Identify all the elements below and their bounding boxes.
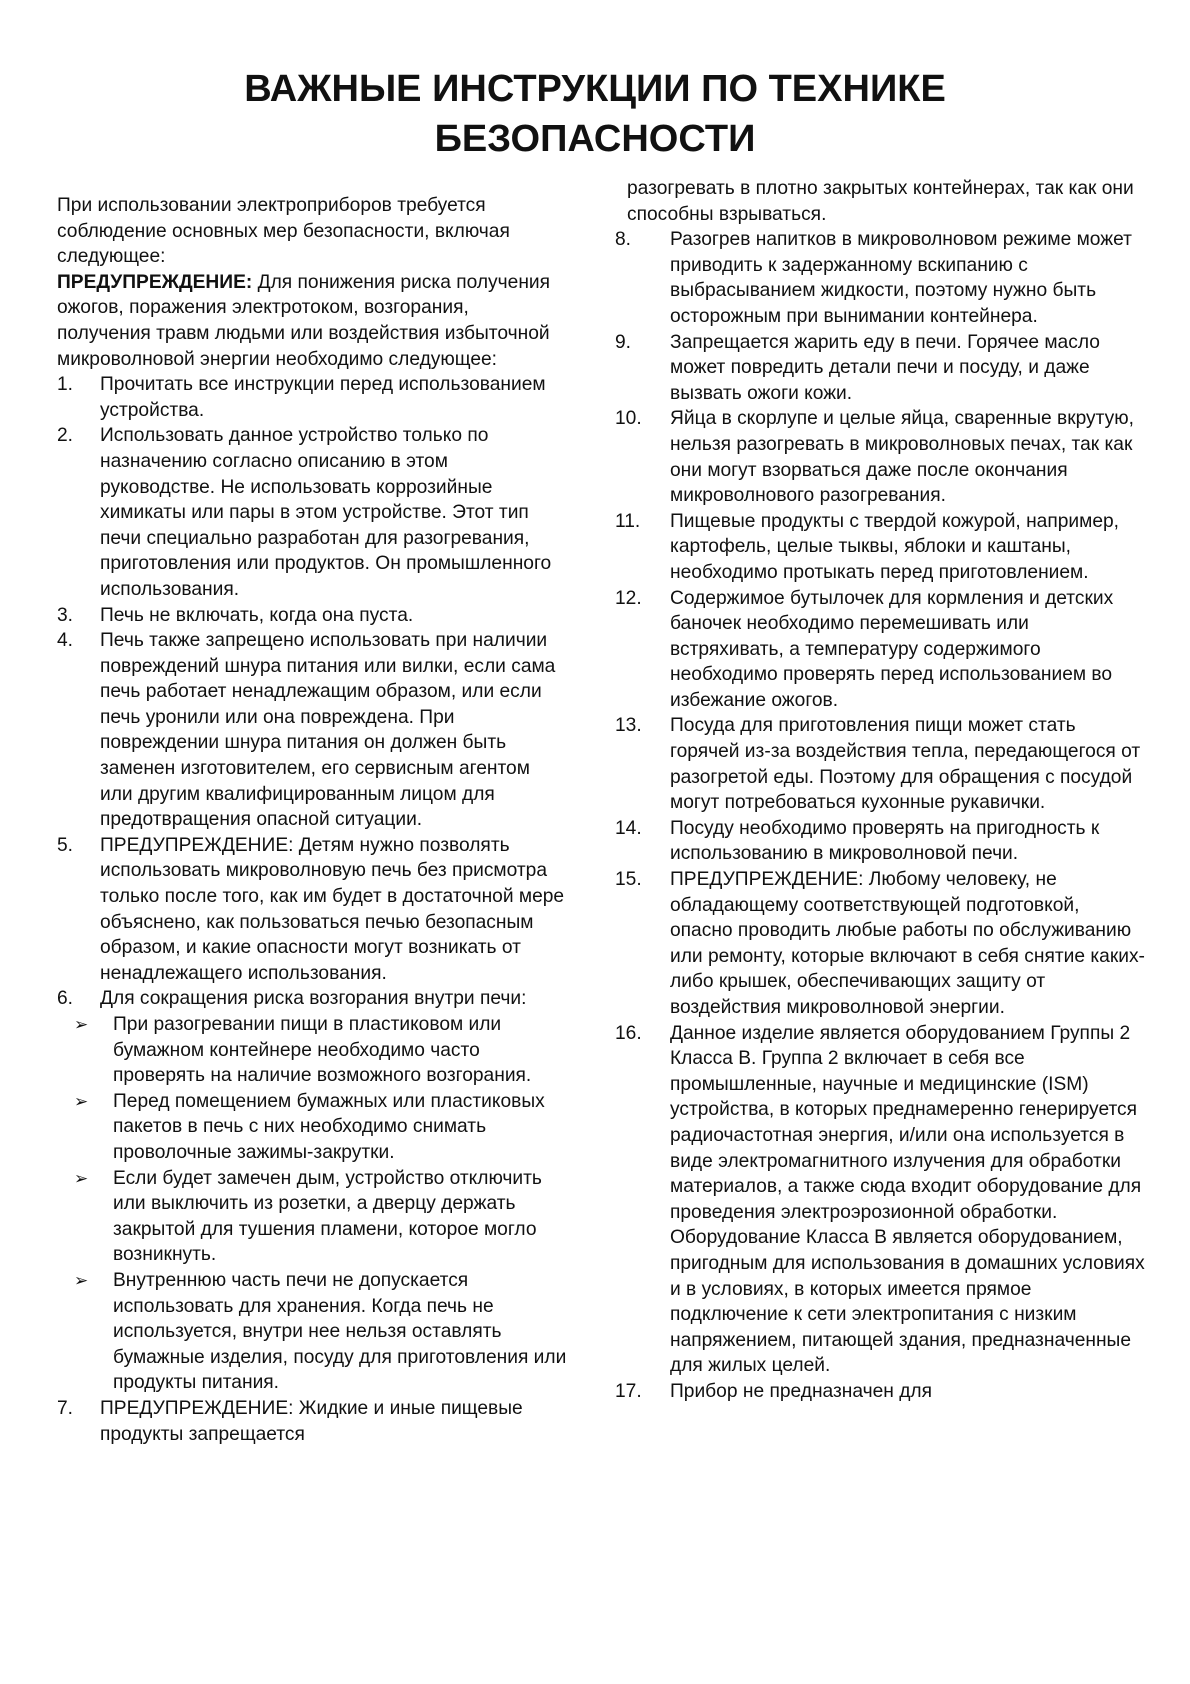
list-item xyxy=(57,1396,567,1447)
page-title xyxy=(0,64,1190,164)
item-text: Запрещается жарить еду в печи. Горячее масло может повредить детали печи и посуду, и даже вызвать ожоги кожи. xyxy=(670,331,1100,404)
list-item xyxy=(57,372,567,423)
warning-paragraph xyxy=(57,270,567,372)
item-number: 14. xyxy=(615,817,642,839)
list-item xyxy=(615,713,1147,815)
item-number: 7. xyxy=(57,1397,74,1419)
item-text: Пищевые продукты с твердой кожурой, например, картофель, целые тыквы, яблоки и каштаны, необходимо протыкать перед приготовлением. xyxy=(670,510,1119,583)
item-text: ПРЕДУПРЕЖДЕНИЕ: Любому человеку, не обладающему соответствующей подготовкой, опасно проводить любые работы по обслуживанию или ремонту, которые включают в себя снятие каких-либо крышек, обеспечивающих защиту от воздействия микроволновой энергии. xyxy=(670,869,1145,1018)
list-item xyxy=(615,406,1147,508)
item-number: 2. xyxy=(57,425,74,447)
list-item xyxy=(615,1379,1147,1405)
item-number: 13. xyxy=(615,715,642,737)
list-item xyxy=(615,867,1147,1021)
sub-item-text: Перед помещением бумажных или пластиковых пакетов в печь с них необходимо снимать проволочные зажимы-закрутки. xyxy=(113,1090,545,1163)
item-text: ПРЕДУПРЕЖДЕНИЕ: Жидкие и иные пищевые продукты запрещается xyxy=(100,1397,523,1445)
arrow-bullet-icon: ➢ xyxy=(74,1270,89,1290)
right-column xyxy=(615,176,1147,1405)
sub-item-text: Внутреннюю часть печи не допускается использовать для хранения. Когда печь не используется, внутри нее нельзя оставлять бумажные изделия, посуду для приготовления или продукты питания. xyxy=(113,1269,567,1394)
item-text: Печь не включать, когда она пуста. xyxy=(100,604,414,626)
arrow-bullet-icon: ➢ xyxy=(74,1091,89,1111)
list-item xyxy=(615,227,1147,329)
item-text: Печь также запрещено использовать при наличии повреждений шнура питания или вилки, если сама печь работает ненадлежащим образом, или если печь уронили или она повреждена. При повреждении шнура питания он должен быть заменен изготовителем, его сервисным агентом или другим квалифицированным лицом для предотвращения опасной ситуации. xyxy=(100,630,556,831)
item-number: 3. xyxy=(57,604,74,626)
warning-text: Для понижения риска получения ожогов, поражения электротоком, возгорания, получения травм людьми или воздействия избыточной микроволновой энергии необходимо следующее: xyxy=(57,271,551,370)
item-text: ПРЕДУПРЕЖДЕНИЕ: Детям нужно позволять использовать микроволновую печь без присмотра только после того, как им будет в достаточной мере объяснено, как пользоваться печью безопасным образом, и какие опасности могут возникать от ненадлежащего использования. xyxy=(100,834,565,984)
item-text: Яйца в скорлупе и целые яйца, сваренные вкрутую, нельзя разогревать в микроволновых печах, так как они могут взорваться даже после окончания микроволнового разогревания. xyxy=(670,408,1134,507)
item-number: 10. xyxy=(615,408,642,430)
list-item xyxy=(57,603,567,629)
item-number: 9. xyxy=(615,331,632,353)
list-item xyxy=(615,1021,1147,1379)
item-number: 17. xyxy=(615,1380,642,1402)
item-text: Содержимое бутылочек для кормления и детских баночек необходимо перемешивать или встряхивать, а температуру содержимого необходимо проверять перед использованием во избежание ожогов. xyxy=(670,587,1114,711)
arrow-bullet-icon: ➢ xyxy=(74,1168,89,1188)
item-text: Прочитать все инструкции перед использованием устройства. xyxy=(100,374,546,421)
item-number: 1. xyxy=(57,374,74,396)
item-number: 12. xyxy=(615,587,642,609)
item-text: Посуду необходимо проверять на пригодность к использованию в микроволновой печи. xyxy=(670,817,1100,865)
item-7-continuation: разогревать в плотно закрытых контейнерах, так как они способны взрываться. xyxy=(627,178,1134,225)
item-number: 5. xyxy=(57,834,74,856)
title-line-2: БЕЗОПАСНОСТИ xyxy=(434,118,756,160)
title-line-1: ВАЖНЫЕ ИНСТРУКЦИИ ПО ТЕХНИКЕ xyxy=(244,68,946,110)
item-number: 4. xyxy=(57,630,74,652)
sub-list-item xyxy=(57,1166,567,1268)
item-number: 8. xyxy=(615,229,632,251)
item-number: 11. xyxy=(615,510,641,532)
list-item xyxy=(57,833,567,987)
sub-item-text: При разогревании пищи в пластиковом или бумажном контейнере необходимо часто проверять на наличие возможного возгорания. xyxy=(113,1014,532,1087)
item-number: 16. xyxy=(615,1022,642,1044)
left-column xyxy=(57,193,567,1447)
sub-list-item xyxy=(57,1089,567,1166)
list-item xyxy=(57,423,567,602)
list-item xyxy=(615,586,1147,714)
item-text: Разогрев напитков в микроволновом режиме может приводить к задержанному вскипанию с выбрасыванием жидкости, поэтому нужно быть осторожным при вынимании контейнера. xyxy=(670,229,1132,327)
item-text: Прибор не предназначен для xyxy=(670,1380,933,1402)
item-number: 6. xyxy=(57,988,74,1010)
list-item xyxy=(615,816,1147,867)
sub-list-item xyxy=(57,1268,567,1396)
sub-item-text: Если будет замечен дым, устройство отключить или выключить из розетки, а дверцу держать закрытой для тушения пламени, которое могло возникнуть. xyxy=(113,1167,542,1266)
item-text: Данное изделие является оборудованием Группы 2 Класса В. Группа 2 включает в себя все промышленные, научные и медицинские (ISM) устройства, в которых преднамеренно генерируется радиочастотная энергия, и/или она используется в виде электромагнитного излучения для обработки материалов, а также сюда входит оборудование для проведения электроэрозионной обработки. Оборудование Класса В является оборудованием, пригодным для использования в домашних условиях и в условиях, в которых имеется прямое подключение к сети электропитания с низким напряжением, питающей здания, предназначенные для жилых целей. xyxy=(670,1022,1145,1377)
list-item xyxy=(57,628,567,833)
list-item xyxy=(57,986,567,1012)
intro-paragraph: При использовании электроприборов требуется соблюдение основных мер безопасности, включая следующее: xyxy=(57,195,510,268)
item-number: 15. xyxy=(615,869,642,891)
sub-list-item xyxy=(57,1012,567,1089)
item-text: Для сокращения риска возгорания внутри печи: xyxy=(100,988,527,1010)
arrow-bullet-icon: ➢ xyxy=(74,1015,89,1034)
item-text: Использовать данное устройство только по назначению согласно описанию в этом руководстве. Не использовать коррозийные химикаты или пары в этом устройстве. Этот тип печи специально разработан для разогревания, приготовления или продуктов. Он промышленного использования. xyxy=(100,425,552,600)
item-text: Посуда для приготовления пищи может стать горячей из-за воздействия тепла, передающегося от разогретой еды. Поэтому для обращения с посудой могут потребоваться кухонные рукавички. xyxy=(670,715,1141,814)
list-item xyxy=(615,330,1147,407)
list-item xyxy=(615,509,1147,586)
warning-label: ПРЕДУПРЕЖДЕНИЕ: xyxy=(57,271,253,293)
